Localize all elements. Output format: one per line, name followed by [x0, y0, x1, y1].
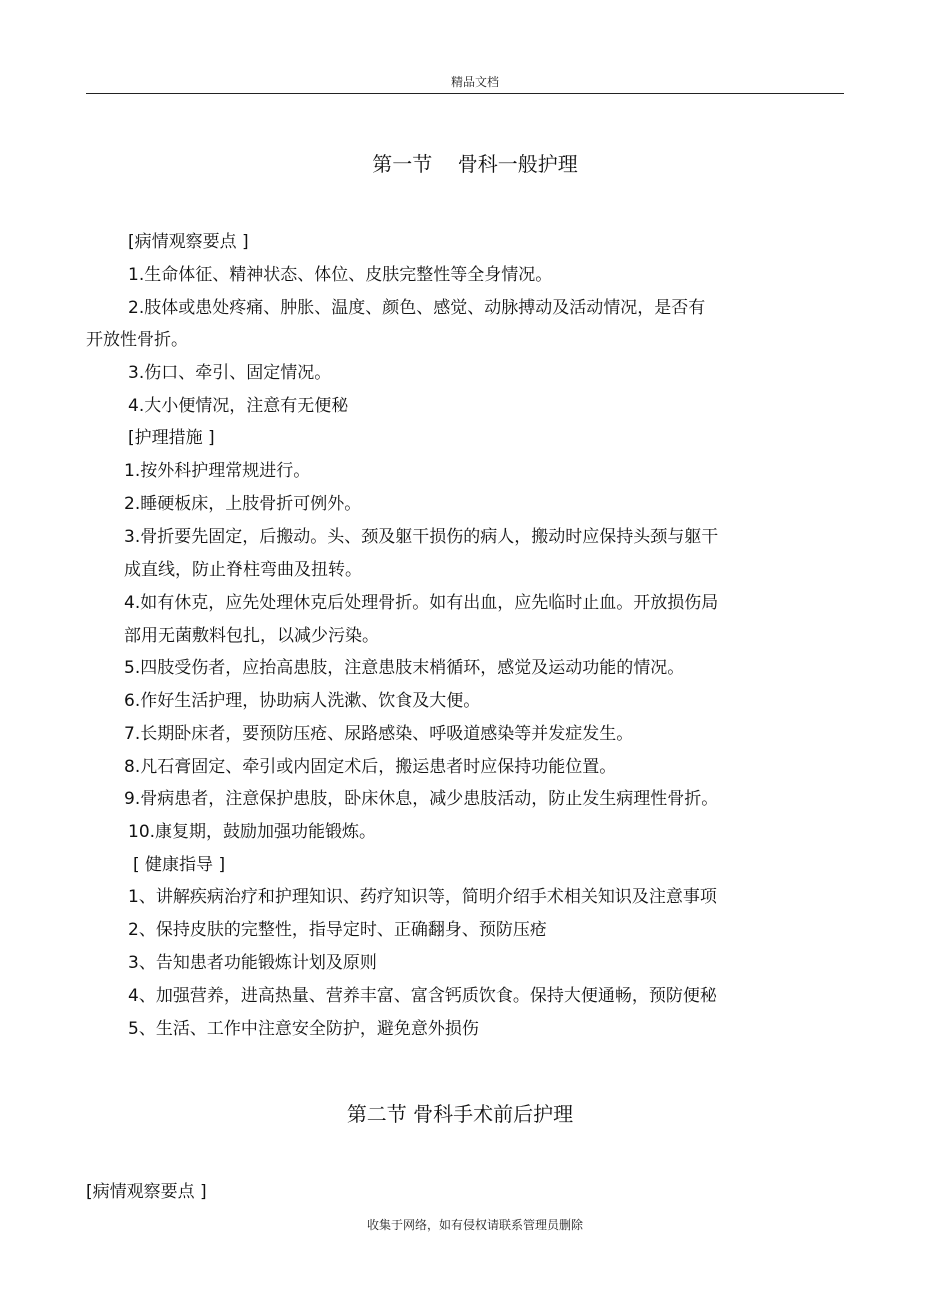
page-footer: 收集于网络，如有侵权请联系管理员删除 [366, 1218, 583, 1232]
health-heading: [ 健康指导 ] [133, 855, 226, 875]
care-item: 部用无菌敷料包扎，以减少污染。 [124, 626, 379, 646]
care-item: 5.四肢受伤者，应抬高患肢，注意患肢末梢循环，感觉及运动功能的情况。 [124, 658, 685, 678]
care-item: 4.如有休克，应先处理休克后处理骨折。如有出血，应先临时止血。开放损伤局 [124, 593, 719, 613]
care-item: 10.康复期，鼓励加强功能锻炼。 [128, 822, 377, 842]
care-item: 2.睡硬板床，上肢骨折可例外。 [124, 494, 362, 514]
observation-heading-2: [病情观察要点 ] [86, 1182, 207, 1202]
care-item: 1.按外科护理常规进行。 [124, 461, 311, 481]
header-divider [86, 93, 844, 94]
observation-heading: [病情观察要点 ] [128, 232, 249, 252]
care-item: 6.作好生活护理，协助病人洗漱、饮食及大便。 [124, 691, 481, 711]
health-item: 1、讲解疾病治疗和护理知识、药疗知识等，简明介绍手术相关知识及注意事项 [128, 887, 717, 907]
section-1-title: 第一节 骨科一般护理 [372, 152, 578, 176]
health-item: 3、告知患者功能锻炼计划及原则 [128, 953, 377, 973]
page-header: 精品文档 [450, 75, 499, 89]
care-heading: [护理措施 ] [128, 428, 215, 448]
health-item: 2、保持皮肤的完整性，指导定时、正确翻身、预防压疮 [128, 920, 547, 940]
care-item: 3.骨折要先固定，后搬动。头、颈及躯干损伤的病人，搬动时应保持头颈与躯干 [124, 527, 719, 547]
health-item: 4、加强营养，进高热量、营养丰富、富含钙质饮食。保持大便通畅，预防便秘 [128, 986, 717, 1006]
observation-item: 1.生命体征、精神状态、体位、皮肤完整性等全身情况。 [128, 265, 553, 285]
observation-item: 3.伤口、牵引、固定情况。 [128, 363, 332, 383]
observation-item: 开放性骨折。 [86, 330, 188, 350]
care-item: 8.凡石膏固定、牵引或内固定术后，搬运患者时应保持功能位置。 [124, 757, 617, 777]
observation-item: 2.肢体或患处疼痛、肿胀、温度、颜色、感觉、动脉搏动及活动情况，是否有 [128, 298, 706, 318]
care-item: 7.长期卧床者，要预防压疮、尿路感染、呼吸道感染等并发症发生。 [124, 724, 634, 744]
observation-item: 4.大小便情况，注意有无便秘 [128, 396, 349, 416]
care-item: 9.骨病患者，注意保护患肢，卧床休息，减少患肢活动，防止发生病理性骨折。 [124, 789, 719, 809]
care-item: 成直线，防止脊柱弯曲及扭转。 [124, 560, 362, 580]
health-item: 5、生活、工作中注意安全防护，避免意外损伤 [128, 1019, 479, 1039]
section-2-title: 第二节 骨科手术前后护理 [346, 1102, 574, 1126]
